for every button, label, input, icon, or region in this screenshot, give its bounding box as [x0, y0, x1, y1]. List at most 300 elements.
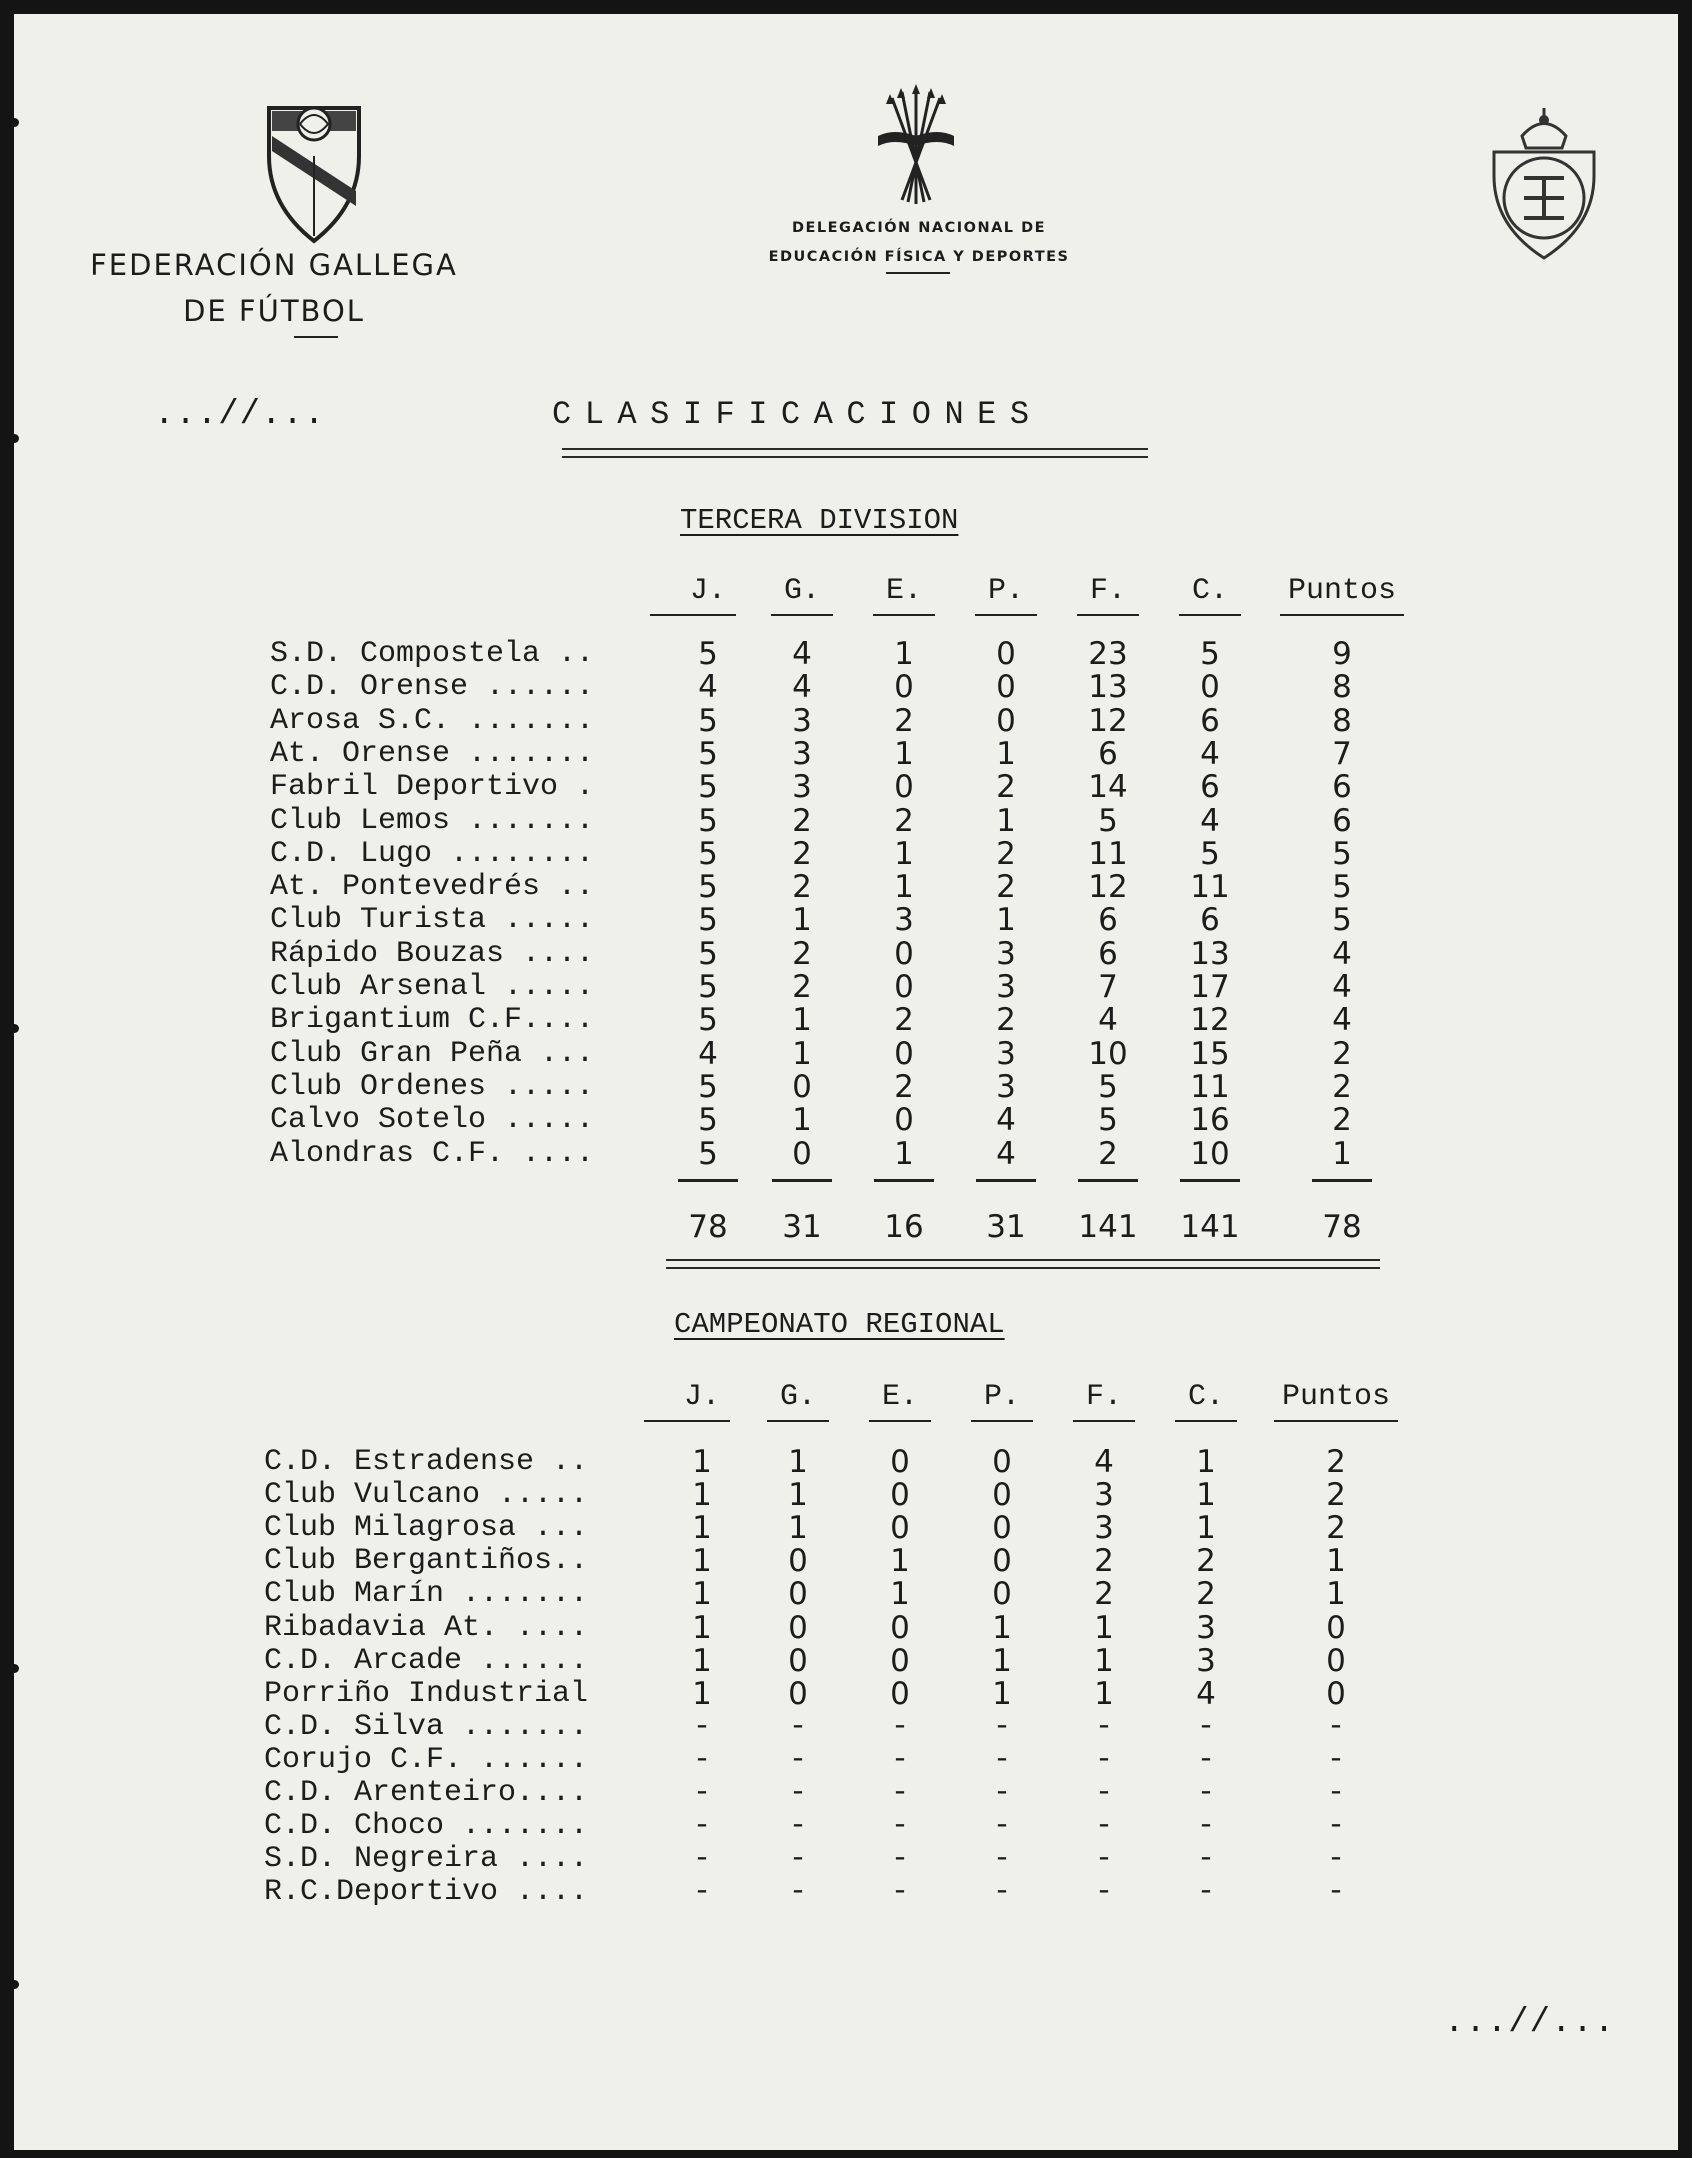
stat-cell: -	[1196, 1809, 1215, 1844]
delegation-line-2: EDUCACIÓN FÍSICA Y DEPORTES	[768, 249, 1070, 265]
stat-cell: 0	[890, 1609, 910, 1646]
stat-cell: 0	[992, 1510, 1012, 1547]
yoke-and-arrows-emblem	[874, 84, 958, 208]
stat-cell: 1	[890, 1543, 910, 1580]
column-header-underline	[1274, 1420, 1398, 1422]
stat-cell: -	[692, 1776, 711, 1810]
stat-cell: 1	[894, 735, 914, 772]
stat-cell: 3	[996, 1035, 1016, 1072]
stat-cell: 10	[1190, 1135, 1230, 1172]
team-name: Club Arsenal .....	[270, 970, 595, 1004]
stat-cell: 5	[1332, 869, 1352, 906]
stat-cell: 3	[792, 735, 812, 772]
stat-cell: 1	[692, 1543, 712, 1580]
stat-cell: 2	[1332, 1102, 1352, 1139]
column-header-underline	[1073, 1420, 1135, 1422]
stat-cell: -	[1094, 1875, 1113, 1910]
column-header-underline	[767, 1420, 829, 1422]
stat-cell: 4	[1332, 1002, 1352, 1039]
stat-cell: 7	[1098, 969, 1118, 1005]
continuation-mark-top: ...//...	[154, 396, 326, 434]
column-header-underline	[1175, 1420, 1237, 1422]
page-title: CLASIFICACIONES	[552, 396, 1043, 433]
stat-cell: 1	[992, 1675, 1012, 1712]
stat-cell: 2	[792, 935, 812, 972]
stat-cell: 4	[1196, 1675, 1216, 1712]
column-header: G.	[779, 1380, 816, 1414]
stat-cell: 15	[1190, 1035, 1230, 1072]
stat-cell: -	[692, 1875, 711, 1910]
stat-cell: -	[1094, 1809, 1113, 1844]
stat-cell: 4	[1200, 802, 1220, 839]
edge-mark	[14, 1664, 19, 1673]
stat-cell: -	[1094, 1842, 1113, 1877]
column-header-underline	[644, 1420, 730, 1422]
stat-cell: 1	[894, 835, 914, 872]
stat-cell: -	[1326, 1809, 1345, 1844]
stat-cell: 5	[698, 1002, 718, 1039]
stat-cell: 1	[890, 1576, 910, 1613]
sum-rule	[1180, 1179, 1240, 1182]
stat-cell: 11	[1190, 1068, 1230, 1105]
stat-cell: 3	[792, 702, 812, 739]
federation-rule	[294, 336, 338, 338]
stat-cell: 1	[894, 636, 914, 672]
stat-cell: 2	[894, 702, 914, 739]
stat-cell: 17	[1190, 969, 1230, 1005]
stat-cell: 2	[1332, 1035, 1352, 1072]
stat-cell: -	[788, 1742, 807, 1777]
stat-cell: 1	[996, 802, 1016, 839]
sum-rule	[1312, 1179, 1372, 1182]
stat-cell: -	[1094, 1709, 1113, 1744]
stat-cell: 1	[1326, 1543, 1346, 1580]
section-title: TERCERA DIVISION	[680, 504, 959, 537]
stat-cell: 0	[992, 1477, 1012, 1514]
stat-cell: 5	[698, 1068, 718, 1105]
stat-cell: 14	[1088, 769, 1128, 806]
stat-cell: 5	[1332, 902, 1352, 939]
stat-cell: 1	[692, 1675, 712, 1712]
column-header: E.	[881, 1380, 918, 1414]
stat-cell: 1	[792, 1002, 812, 1039]
stat-cell: 0	[890, 1477, 910, 1514]
stat-cell: 2	[996, 1002, 1016, 1039]
column-total: 78	[1322, 1208, 1362, 1245]
stat-cell: 0	[792, 1068, 812, 1105]
stat-cell: 2	[1098, 1135, 1118, 1172]
stat-cell: 6	[1098, 902, 1118, 939]
stat-cell: 2	[996, 769, 1016, 806]
stat-cell: 1	[894, 1135, 914, 1172]
stat-cell: 5	[698, 735, 718, 772]
stat-cell: 0	[996, 669, 1016, 706]
team-name: At. Orense .......	[270, 736, 595, 771]
stat-cell: 2	[1094, 1576, 1114, 1613]
stat-cell: 4	[1094, 1444, 1114, 1480]
team-name: C.D. Choco .......	[264, 1809, 589, 1844]
stat-cell: 1	[1094, 1675, 1114, 1712]
stat-cell: 2	[1094, 1543, 1114, 1580]
document-page	[14, 14, 1678, 2150]
stat-cell: 10	[1088, 1035, 1128, 1072]
sum-rule	[874, 1179, 934, 1182]
stat-cell: 0	[1326, 1675, 1346, 1712]
column-header-underline	[1077, 614, 1139, 616]
stat-cell: 3	[1196, 1642, 1216, 1679]
team-name: Brigantium C.F....	[270, 1003, 595, 1038]
stat-cell: 1	[692, 1510, 712, 1547]
stat-cell: 6	[1098, 935, 1118, 972]
stat-cell: 0	[1200, 669, 1220, 706]
stat-cell: 1	[996, 735, 1016, 772]
stat-cell: 3	[792, 769, 812, 806]
stat-cell: -	[1326, 1742, 1345, 1777]
stat-cell: 8	[1332, 669, 1352, 706]
stat-cell: -	[890, 1742, 909, 1777]
column-header: G.	[783, 574, 820, 608]
stat-cell: -	[890, 1776, 909, 1810]
stat-cell: -	[890, 1709, 909, 1744]
stat-cell: 1	[792, 902, 812, 939]
stat-cell: 2	[996, 869, 1016, 906]
stat-cell: -	[992, 1842, 1011, 1877]
stat-cell: 5	[1332, 835, 1352, 872]
team-name: C.D. Estradense ..	[264, 1445, 589, 1479]
stat-cell: 0	[996, 636, 1016, 672]
stat-cell: 3	[996, 969, 1016, 1005]
stat-cell: 12	[1088, 869, 1128, 906]
stat-cell: 1	[1094, 1609, 1114, 1646]
stat-cell: -	[692, 1809, 711, 1844]
column-header: J.	[689, 574, 726, 608]
stat-cell: 0	[788, 1609, 808, 1646]
stat-cell: 0	[890, 1675, 910, 1712]
column-total: 31	[782, 1208, 822, 1245]
stat-cell: 4	[1200, 735, 1220, 772]
column-header-underline	[869, 1420, 931, 1422]
stat-cell: -	[1196, 1709, 1215, 1744]
stat-cell: 5	[698, 935, 718, 972]
stat-cell: 0	[992, 1444, 1012, 1480]
column-header-underline	[975, 614, 1037, 616]
team-name: C.D. Orense ......	[270, 670, 595, 705]
stat-cell: 0	[894, 969, 914, 1005]
team-name: Fabril Deportivo .	[270, 770, 595, 805]
stat-cell: 1	[692, 1642, 712, 1679]
stat-cell: -	[1326, 1875, 1345, 1910]
delegation-rule	[886, 272, 950, 274]
stat-cell: -	[1094, 1742, 1113, 1777]
team-name: Ribadavia At. ....	[264, 1610, 589, 1645]
stat-cell: 3	[996, 1068, 1016, 1105]
stat-cell: 1	[1196, 1477, 1216, 1514]
stat-cell: 3	[1094, 1477, 1114, 1514]
stat-cell: 4	[698, 669, 718, 706]
column-header-underline	[771, 614, 833, 616]
team-name: Club Bergantiños..	[264, 1544, 589, 1579]
stat-cell: -	[1326, 1776, 1345, 1810]
stat-cell: 2	[1326, 1444, 1346, 1480]
column-header: F.	[1085, 1380, 1122, 1414]
stat-cell: 1	[1196, 1444, 1216, 1480]
stat-cell: 0	[890, 1510, 910, 1547]
column-header: E.	[885, 574, 922, 608]
column-header: F.	[1089, 574, 1126, 608]
team-name: S.D. Compostela ..	[270, 637, 595, 671]
stat-cell: 1	[788, 1510, 808, 1547]
stat-cell: -	[890, 1809, 909, 1844]
edge-mark	[14, 1980, 19, 1989]
stat-cell: 12	[1190, 1002, 1230, 1039]
team-name: Club Ordenes .....	[270, 1069, 595, 1104]
stat-cell: -	[1196, 1842, 1215, 1877]
stat-cell: 1	[788, 1444, 808, 1480]
totals-double-rule	[666, 1259, 1380, 1269]
stat-cell: 7	[1332, 735, 1352, 772]
team-name: C.D. Silva .......	[264, 1709, 589, 1744]
stat-cell: 2	[792, 802, 812, 839]
stat-cell: 5	[698, 636, 718, 672]
stat-cell: 0	[788, 1675, 808, 1712]
edge-mark	[14, 434, 19, 443]
stat-cell: -	[992, 1875, 1011, 1910]
stat-cell: 0	[788, 1642, 808, 1679]
stat-cell: 4	[792, 669, 812, 706]
stat-cell: 8	[1332, 702, 1352, 739]
stat-cell: 2	[894, 802, 914, 839]
stat-cell: -	[788, 1809, 807, 1844]
team-name: Rápido Bouzas ....	[270, 936, 595, 971]
stat-cell: 5	[1200, 835, 1220, 872]
stat-cell: 0	[992, 1543, 1012, 1580]
stat-cell: 2	[894, 1068, 914, 1105]
federation-line-2: DE FÚTBOL	[183, 294, 365, 328]
stat-cell: -	[692, 1709, 711, 1744]
sum-rule	[772, 1179, 832, 1182]
edge-mark	[14, 118, 19, 127]
stat-cell: 0	[894, 1035, 914, 1072]
stat-cell: -	[788, 1709, 807, 1744]
stat-cell: 2	[894, 1002, 914, 1039]
stat-cell: 1	[1196, 1510, 1216, 1547]
stat-cell: -	[1196, 1776, 1215, 1810]
stat-cell: 1	[692, 1609, 712, 1646]
stat-cell: 0	[788, 1576, 808, 1613]
team-name: Club Marín .......	[264, 1577, 589, 1612]
column-header: J.	[683, 1380, 720, 1414]
stat-cell: 6	[1200, 902, 1220, 939]
stat-cell: 5	[698, 802, 718, 839]
stat-cell: 0	[1326, 1642, 1346, 1679]
stat-cell: 3	[996, 935, 1016, 972]
column-total: 141	[1180, 1208, 1240, 1245]
stat-cell: 5	[698, 902, 718, 939]
column-header-underline	[650, 614, 736, 616]
stat-cell: 2	[1196, 1543, 1216, 1580]
stat-cell: 5	[698, 1135, 718, 1172]
column-header: C.	[1191, 574, 1228, 608]
stat-cell: -	[1326, 1842, 1345, 1877]
stat-cell: -	[788, 1776, 807, 1810]
team-name: Club Turista .....	[270, 903, 595, 938]
stat-cell: 6	[1200, 769, 1220, 806]
column-total: 141	[1078, 1208, 1138, 1245]
stat-cell: 11	[1088, 835, 1128, 872]
stat-cell: -	[992, 1776, 1011, 1810]
edge-mark	[14, 1024, 19, 1033]
stat-cell: 5	[1098, 802, 1118, 839]
stat-cell: 12	[1088, 702, 1128, 739]
team-name: C.D. Lugo ........	[270, 836, 595, 871]
stat-cell: 3	[894, 902, 914, 939]
stat-cell: 5	[698, 869, 718, 906]
team-name: Calvo Sotelo .....	[270, 1103, 595, 1138]
column-header: Puntos	[1287, 574, 1397, 608]
stat-cell: 6	[1332, 769, 1352, 806]
column-header: Puntos	[1281, 1380, 1391, 1414]
stat-cell: 2	[792, 835, 812, 872]
stat-cell: 6	[1332, 802, 1352, 839]
stat-cell: -	[992, 1809, 1011, 1844]
delegation-line-1: DELEGACIÓN NACIONAL DE	[791, 220, 1047, 236]
stat-cell: 4	[698, 1035, 718, 1072]
stat-cell: 0	[992, 1576, 1012, 1613]
stat-cell: -	[1196, 1742, 1215, 1777]
title-double-rule	[562, 448, 1148, 458]
column-header: P.	[987, 574, 1024, 608]
stat-cell: 13	[1190, 935, 1230, 972]
stat-cell: 1	[692, 1444, 712, 1480]
team-name: R.C.Deportivo ....	[264, 1875, 589, 1910]
team-name: Club Lemos .......	[270, 803, 595, 838]
team-name: S.D. Negreira ....	[264, 1842, 589, 1877]
stat-cell: 6	[1200, 702, 1220, 739]
column-total: 31	[986, 1208, 1026, 1245]
stat-cell: -	[692, 1742, 711, 1777]
stat-cell: 0	[894, 1102, 914, 1139]
team-name: C.D. Arcade ......	[264, 1643, 589, 1678]
stat-cell: 2	[1196, 1576, 1216, 1613]
stat-cell: 1	[788, 1477, 808, 1514]
team-name: Arosa S.C. .......	[270, 703, 595, 738]
stat-cell: 5	[1098, 1102, 1118, 1139]
stat-cell: 4	[996, 1135, 1016, 1172]
sum-rule	[1078, 1179, 1138, 1182]
column-total: 78	[688, 1208, 728, 1245]
stat-cell: 1	[1332, 1135, 1352, 1172]
team-name: C.D. Arenteiro....	[264, 1776, 589, 1810]
stat-cell: 1	[1326, 1576, 1346, 1613]
stat-cell: -	[992, 1742, 1011, 1777]
team-name: Club Vulcano .....	[264, 1478, 589, 1513]
stat-cell: 0	[788, 1543, 808, 1580]
stat-cell: 2	[1326, 1477, 1346, 1514]
federation-name	[74, 242, 474, 334]
stat-cell: 3	[1196, 1609, 1216, 1646]
federation-line-1: FEDERACIÓN GALLEGA	[90, 248, 458, 282]
stat-cell: -	[890, 1875, 909, 1910]
stat-cell: -	[1196, 1875, 1215, 1910]
stat-cell: 0	[792, 1135, 812, 1172]
column-header: P.	[983, 1380, 1020, 1414]
stat-cell: 16	[1190, 1102, 1230, 1139]
stat-cell: 5	[698, 835, 718, 872]
column-header-underline	[1280, 614, 1404, 616]
sum-rule	[976, 1179, 1036, 1182]
stat-cell: 5	[1098, 1068, 1118, 1105]
stat-cell: 1	[792, 1102, 812, 1139]
stat-cell: 23	[1088, 636, 1128, 672]
stat-cell: -	[1094, 1776, 1113, 1810]
stat-cell: 6	[1098, 735, 1118, 772]
stat-cell: -	[788, 1875, 807, 1910]
stat-cell: 4	[1098, 1002, 1118, 1039]
stat-cell: 2	[1332, 1068, 1352, 1105]
continuation-mark-bottom: ...//...	[1444, 2004, 1616, 2042]
delegation-name	[704, 214, 1134, 272]
stat-cell: 13	[1088, 669, 1128, 706]
spanish-federation-crest	[1484, 106, 1604, 266]
column-header-underline	[971, 1420, 1033, 1422]
stat-cell: 4	[996, 1102, 1016, 1139]
team-name: At. Pontevedrés ..	[270, 870, 595, 905]
stat-cell: 2	[792, 869, 812, 906]
team-name: Porriño Industrial	[264, 1676, 589, 1711]
stat-cell: 4	[1332, 969, 1352, 1005]
team-name: Club Gran Peña ...	[270, 1036, 595, 1071]
stat-cell: 5	[698, 769, 718, 806]
stat-cell: -	[1326, 1709, 1345, 1744]
stat-cell: 1	[1094, 1642, 1114, 1679]
stat-cell: 1	[894, 869, 914, 906]
team-name: Corujo C.F. ......	[264, 1742, 589, 1777]
stat-cell: 4	[792, 636, 812, 672]
stat-cell: 11	[1190, 869, 1230, 906]
stat-cell: 5	[1200, 636, 1220, 672]
sum-rule	[678, 1179, 738, 1182]
stat-cell: 0	[894, 669, 914, 706]
federation-shield-logo	[264, 96, 364, 246]
column-header-underline	[873, 614, 935, 616]
stat-cell: 2	[1326, 1510, 1346, 1547]
stat-cell: 2	[792, 969, 812, 1005]
stat-cell: -	[890, 1842, 909, 1877]
stat-cell: 9	[1332, 636, 1352, 672]
stat-cell: 1	[792, 1035, 812, 1072]
stat-cell: 2	[996, 835, 1016, 872]
stat-cell: 5	[698, 1102, 718, 1139]
column-header-underline	[1179, 614, 1241, 616]
stat-cell: 0	[1326, 1609, 1346, 1646]
stat-cell: 1	[692, 1576, 712, 1613]
column-header: C.	[1187, 1380, 1224, 1414]
stat-cell: 4	[1332, 935, 1352, 972]
column-total: 16	[884, 1208, 924, 1245]
stat-cell: 1	[992, 1642, 1012, 1679]
stat-cell: 0	[996, 702, 1016, 739]
team-name: Alondras C.F. ....	[270, 1136, 595, 1171]
stat-cell: 5	[698, 702, 718, 739]
stat-cell: -	[992, 1709, 1011, 1744]
stat-cell: 0	[894, 769, 914, 806]
team-name: Club Milagrosa ...	[264, 1511, 589, 1546]
section-title: CAMPEONATO REGIONAL	[674, 1308, 1005, 1341]
stat-cell: 1	[692, 1477, 712, 1514]
stat-cell: 1	[996, 902, 1016, 939]
stat-cell: 0	[894, 935, 914, 972]
stat-cell: 3	[1094, 1510, 1114, 1547]
